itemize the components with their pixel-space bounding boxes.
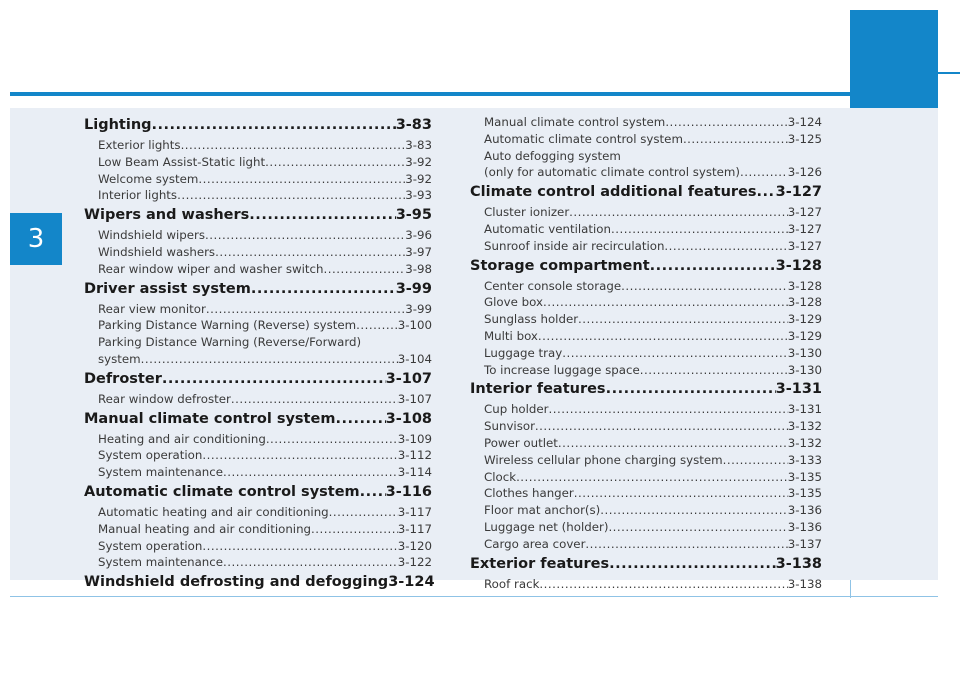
toc-item[interactable] xyxy=(470,238,822,255)
toc-page-number: 3-122 xyxy=(397,555,432,570)
toc-title: Automatic climate control system xyxy=(484,131,683,146)
toc-title: Wipers and washers xyxy=(84,207,250,224)
toc-title: Power outlet xyxy=(484,435,558,450)
toc-page-number: 3-108 xyxy=(385,410,432,427)
toc-item[interactable] xyxy=(84,137,432,154)
dot-leader xyxy=(162,368,386,391)
toc-title: Storage compartment xyxy=(470,257,650,274)
toc-item[interactable] xyxy=(84,227,432,244)
dot-leader xyxy=(650,255,776,278)
toc-item[interactable] xyxy=(470,435,822,452)
toc-page-number: 3-130 xyxy=(787,362,822,377)
toc-title: Clothes hanger xyxy=(484,486,574,501)
toc-page-number: 3-83 xyxy=(395,117,432,133)
toc-page-number: 3-99 xyxy=(405,301,432,316)
toc-item[interactable] xyxy=(470,294,822,311)
toc-page-number: 3-127 xyxy=(787,238,822,253)
toc-item[interactable] xyxy=(470,114,822,131)
toc-item[interactable] xyxy=(84,504,432,521)
dot-leader xyxy=(558,435,788,452)
toc-page-number: 3-127 xyxy=(775,184,822,201)
toc-title: Roof rack xyxy=(484,576,540,591)
dot-leader xyxy=(538,328,788,345)
dot-leader xyxy=(356,317,398,334)
dot-leader xyxy=(311,521,398,538)
toc-page-number: 3-120 xyxy=(397,538,432,553)
toc-page-number: 3-131 xyxy=(787,402,822,417)
top-rule xyxy=(10,92,850,96)
dot-leader xyxy=(335,408,385,431)
toc-page-number: 3-107 xyxy=(385,370,432,387)
dot-leader xyxy=(141,351,398,368)
toc-item[interactable] xyxy=(470,452,822,469)
toc-title: To increase luggage space xyxy=(484,362,640,377)
toc-item[interactable] xyxy=(470,221,822,238)
toc-title: Automatic heating and air conditioning xyxy=(98,504,329,519)
toc-page-number: 3-137 xyxy=(787,536,822,551)
toc-item[interactable] xyxy=(84,431,432,448)
toc-title: (only for automatic climate control system) xyxy=(484,165,740,180)
toc-page-number: 3-125 xyxy=(787,131,822,146)
toc-title: Climate control additional features xyxy=(470,184,757,201)
dot-leader xyxy=(723,452,788,469)
dot-leader xyxy=(198,171,405,188)
toc-title: Rear window defroster xyxy=(98,391,231,406)
dot-leader xyxy=(608,519,787,536)
toc-item[interactable] xyxy=(470,328,822,345)
toc-title: Low Beam Assist-Static light xyxy=(98,154,266,169)
dot-leader xyxy=(177,187,405,204)
toc-title: Multi box xyxy=(484,328,538,343)
toc-item[interactable] xyxy=(84,391,432,408)
toc-section[interactable] xyxy=(470,378,822,401)
toc-page-number: 3-92 xyxy=(405,171,432,186)
toc-item[interactable] xyxy=(84,187,432,204)
toc-page-number: 3-136 xyxy=(787,519,822,534)
toc-item[interactable] xyxy=(470,345,822,362)
toc-title: Center console storage xyxy=(484,278,622,293)
toc-title: Wireless cellular phone charging system xyxy=(484,452,723,467)
toc-page-number: 3-132 xyxy=(787,435,822,450)
chapter-tab: 3 xyxy=(10,213,62,265)
toc-title: Cluster ionizer xyxy=(484,205,570,220)
toc-page-number: 3-132 xyxy=(787,419,822,434)
toc-title: System operation xyxy=(98,538,203,553)
toc-title: Windshield defrosting and defogging xyxy=(84,574,389,591)
toc-section[interactable] xyxy=(84,114,432,137)
toc-item[interactable] xyxy=(470,204,822,221)
toc-section[interactable] xyxy=(84,278,432,301)
dot-leader xyxy=(539,576,787,593)
dot-leader xyxy=(606,378,776,401)
toc-page-number: 3-92 xyxy=(405,154,432,169)
toc-page-number: 3-128 xyxy=(775,257,822,274)
toc-title: Floor mat anchor(s) xyxy=(484,503,601,518)
toc-right-column xyxy=(470,114,822,592)
toc-item[interactable] xyxy=(470,485,822,502)
toc-item[interactable] xyxy=(84,261,432,278)
toc-title: Automatic ventilation xyxy=(484,221,611,236)
dot-leader xyxy=(202,538,397,555)
toc-item[interactable] xyxy=(470,536,822,553)
dot-leader xyxy=(611,221,788,238)
toc-page-number: 3-138 xyxy=(787,576,822,591)
dot-leader xyxy=(600,502,787,519)
toc-text-line: Auto defogging system xyxy=(484,148,621,163)
toc-page-number: 3-133 xyxy=(787,452,822,467)
toc-item[interactable] xyxy=(84,554,432,571)
toc-title: Driver assist system xyxy=(84,280,251,297)
toc-title: Interior lights xyxy=(98,188,178,203)
dot-leader xyxy=(202,447,397,464)
toc-title: Luggage net (holder) xyxy=(484,519,609,534)
dot-leader xyxy=(574,485,788,502)
dot-leader xyxy=(251,278,396,301)
toc-text-line: Parking Distance Warning (Reverse/Forward) xyxy=(98,335,362,350)
toc-section[interactable] xyxy=(470,181,822,204)
toc-item[interactable] xyxy=(470,362,822,379)
dot-leader xyxy=(324,261,406,278)
toc-title: Manual climate control system xyxy=(484,115,666,129)
toc-title: System maintenance xyxy=(98,555,224,570)
dot-leader xyxy=(215,244,405,261)
toc-title: Sunglass holder xyxy=(484,312,579,327)
toc-page-number: 3-98 xyxy=(405,261,432,276)
toc-item[interactable] xyxy=(84,301,432,318)
toc-page-number: 3-127 xyxy=(787,205,822,220)
dot-leader xyxy=(740,164,788,181)
toc-title: Heating and air conditioning xyxy=(98,431,266,446)
toc-title: Rear window wiper and washer switch xyxy=(98,261,324,276)
toc-item[interactable] xyxy=(470,401,822,418)
dot-leader xyxy=(683,131,788,148)
toc-item[interactable] xyxy=(84,447,432,464)
toc-page-number: 3-124 xyxy=(787,115,822,129)
toc-page-number: 3-100 xyxy=(397,318,432,333)
toc-section[interactable] xyxy=(84,408,432,431)
toc-item[interactable] xyxy=(470,469,822,486)
toc-item[interactable] xyxy=(84,351,432,368)
toc-page-number: 3-117 xyxy=(397,521,432,536)
toc-item[interactable] xyxy=(470,278,822,295)
toc-page-number: 3-138 xyxy=(775,555,822,572)
toc-item[interactable] xyxy=(84,244,432,261)
toc-title: Luggage tray xyxy=(484,345,563,360)
toc-title: system xyxy=(98,351,141,366)
toc-title: Sunroof inside air recirculation xyxy=(484,238,665,253)
toc-page-number: 3-129 xyxy=(787,312,822,327)
toc-page-number: 3-124 xyxy=(388,574,435,591)
dot-leader xyxy=(231,391,398,408)
dot-leader xyxy=(543,294,788,311)
corner-block xyxy=(850,10,938,108)
toc-section[interactable] xyxy=(84,481,432,504)
bottom-rule xyxy=(10,596,938,597)
toc-item[interactable] xyxy=(470,311,822,328)
toc-page-number: 3-107 xyxy=(397,391,432,406)
dot-leader xyxy=(609,553,776,576)
toc-title: Interior features xyxy=(470,381,606,398)
dot-leader xyxy=(621,278,788,295)
dot-leader xyxy=(569,204,788,221)
dot-leader xyxy=(585,536,787,553)
dot-leader xyxy=(640,362,788,379)
dot-leader xyxy=(266,431,398,448)
toc-page-number: 3-130 xyxy=(787,345,822,360)
toc-title: Welcome system xyxy=(98,171,199,186)
toc-page-number: 3-116 xyxy=(385,483,432,500)
toc-page-number: 3-135 xyxy=(787,486,822,501)
toc-page-number: 3-104 xyxy=(397,351,432,366)
toc-section[interactable] xyxy=(84,571,435,594)
dot-leader xyxy=(549,401,788,418)
toc-item[interactable] xyxy=(84,538,432,555)
toc-title: Manual climate control system xyxy=(84,410,336,427)
dot-leader xyxy=(360,481,386,504)
toc-page-number: 3-135 xyxy=(787,469,822,484)
toc-section[interactable] xyxy=(84,368,432,391)
toc-title: Sunvisor xyxy=(484,419,535,434)
toc-item[interactable] xyxy=(84,521,432,538)
toc-page-number: 3-96 xyxy=(405,228,432,243)
toc-title: Automatic climate control system xyxy=(84,483,360,500)
dot-leader xyxy=(265,154,405,171)
toc-title: Defroster xyxy=(84,370,162,387)
toc-page-number: 3-136 xyxy=(787,503,822,518)
toc-title: Manual heating and air conditioning xyxy=(98,521,312,536)
toc-item[interactable] xyxy=(84,317,432,334)
dot-leader xyxy=(249,204,395,227)
toc-item[interactable] xyxy=(470,418,822,435)
dot-leader xyxy=(223,554,398,571)
toc-title: Cup holder xyxy=(484,402,549,417)
dot-leader xyxy=(205,227,405,244)
toc-section[interactable] xyxy=(84,204,432,227)
toc-page-number: 3-129 xyxy=(787,328,822,343)
toc-title: Parking Distance Warning (Reverse) system xyxy=(98,318,357,333)
toc-item[interactable] xyxy=(470,519,822,536)
toc-page-number: 3-109 xyxy=(397,431,432,446)
dot-leader xyxy=(535,418,788,435)
toc-page-number: 3-117 xyxy=(397,504,432,519)
toc-title: Clock xyxy=(484,469,517,484)
toc-page-number: 3-114 xyxy=(397,465,432,480)
toc-title: Glove box xyxy=(484,295,543,310)
dot-leader xyxy=(181,137,406,154)
toc-page-number: 3-99 xyxy=(395,280,432,297)
toc-item[interactable] xyxy=(470,164,822,181)
toc-item[interactable] xyxy=(84,154,432,171)
toc-title: Rear view monitor xyxy=(98,301,206,316)
toc-item[interactable] xyxy=(84,171,432,188)
toc-page-number: 3-93 xyxy=(405,188,432,203)
toc-title: Exterior lights xyxy=(98,138,181,152)
toc-title: Cargo area cover xyxy=(484,536,586,551)
toc-page-number: 3-83 xyxy=(405,138,432,152)
toc-title: Windshield washers xyxy=(98,244,216,259)
toc-page-number: 3-126 xyxy=(787,165,822,180)
top-rule-right xyxy=(938,72,960,74)
toc-page-number: 3-128 xyxy=(787,295,822,310)
dot-leader xyxy=(757,181,776,204)
dot-leader xyxy=(578,311,788,328)
dot-leader xyxy=(206,301,405,318)
toc-page-number: 3-127 xyxy=(787,221,822,236)
toc-page-number: 3-131 xyxy=(775,381,822,398)
toc-page-number: 3-128 xyxy=(787,278,822,293)
toc-section[interactable] xyxy=(470,553,822,576)
dot-leader xyxy=(223,464,398,481)
toc-page-number: 3-97 xyxy=(405,244,432,259)
toc-item[interactable] xyxy=(470,131,822,148)
toc-item[interactable] xyxy=(84,464,432,481)
toc-left-column xyxy=(84,114,435,594)
dot-leader xyxy=(329,504,398,521)
toc-section[interactable] xyxy=(470,255,822,278)
toc-page-number: 3-112 xyxy=(397,448,432,463)
toc-item[interactable] xyxy=(470,576,822,593)
toc-title: Exterior features xyxy=(470,555,610,572)
toc-page-number: 3-95 xyxy=(395,207,432,224)
dot-leader xyxy=(665,114,787,131)
dot-leader xyxy=(562,345,787,362)
toc-title: Lighting xyxy=(84,117,152,133)
toc-item[interactable] xyxy=(470,502,822,519)
toc-title: Windshield wipers xyxy=(98,228,205,243)
dot-leader xyxy=(664,238,787,255)
toc-title: System operation xyxy=(98,448,203,463)
dot-leader xyxy=(152,114,396,137)
dot-leader xyxy=(516,469,788,486)
toc-title: System maintenance xyxy=(98,465,224,480)
